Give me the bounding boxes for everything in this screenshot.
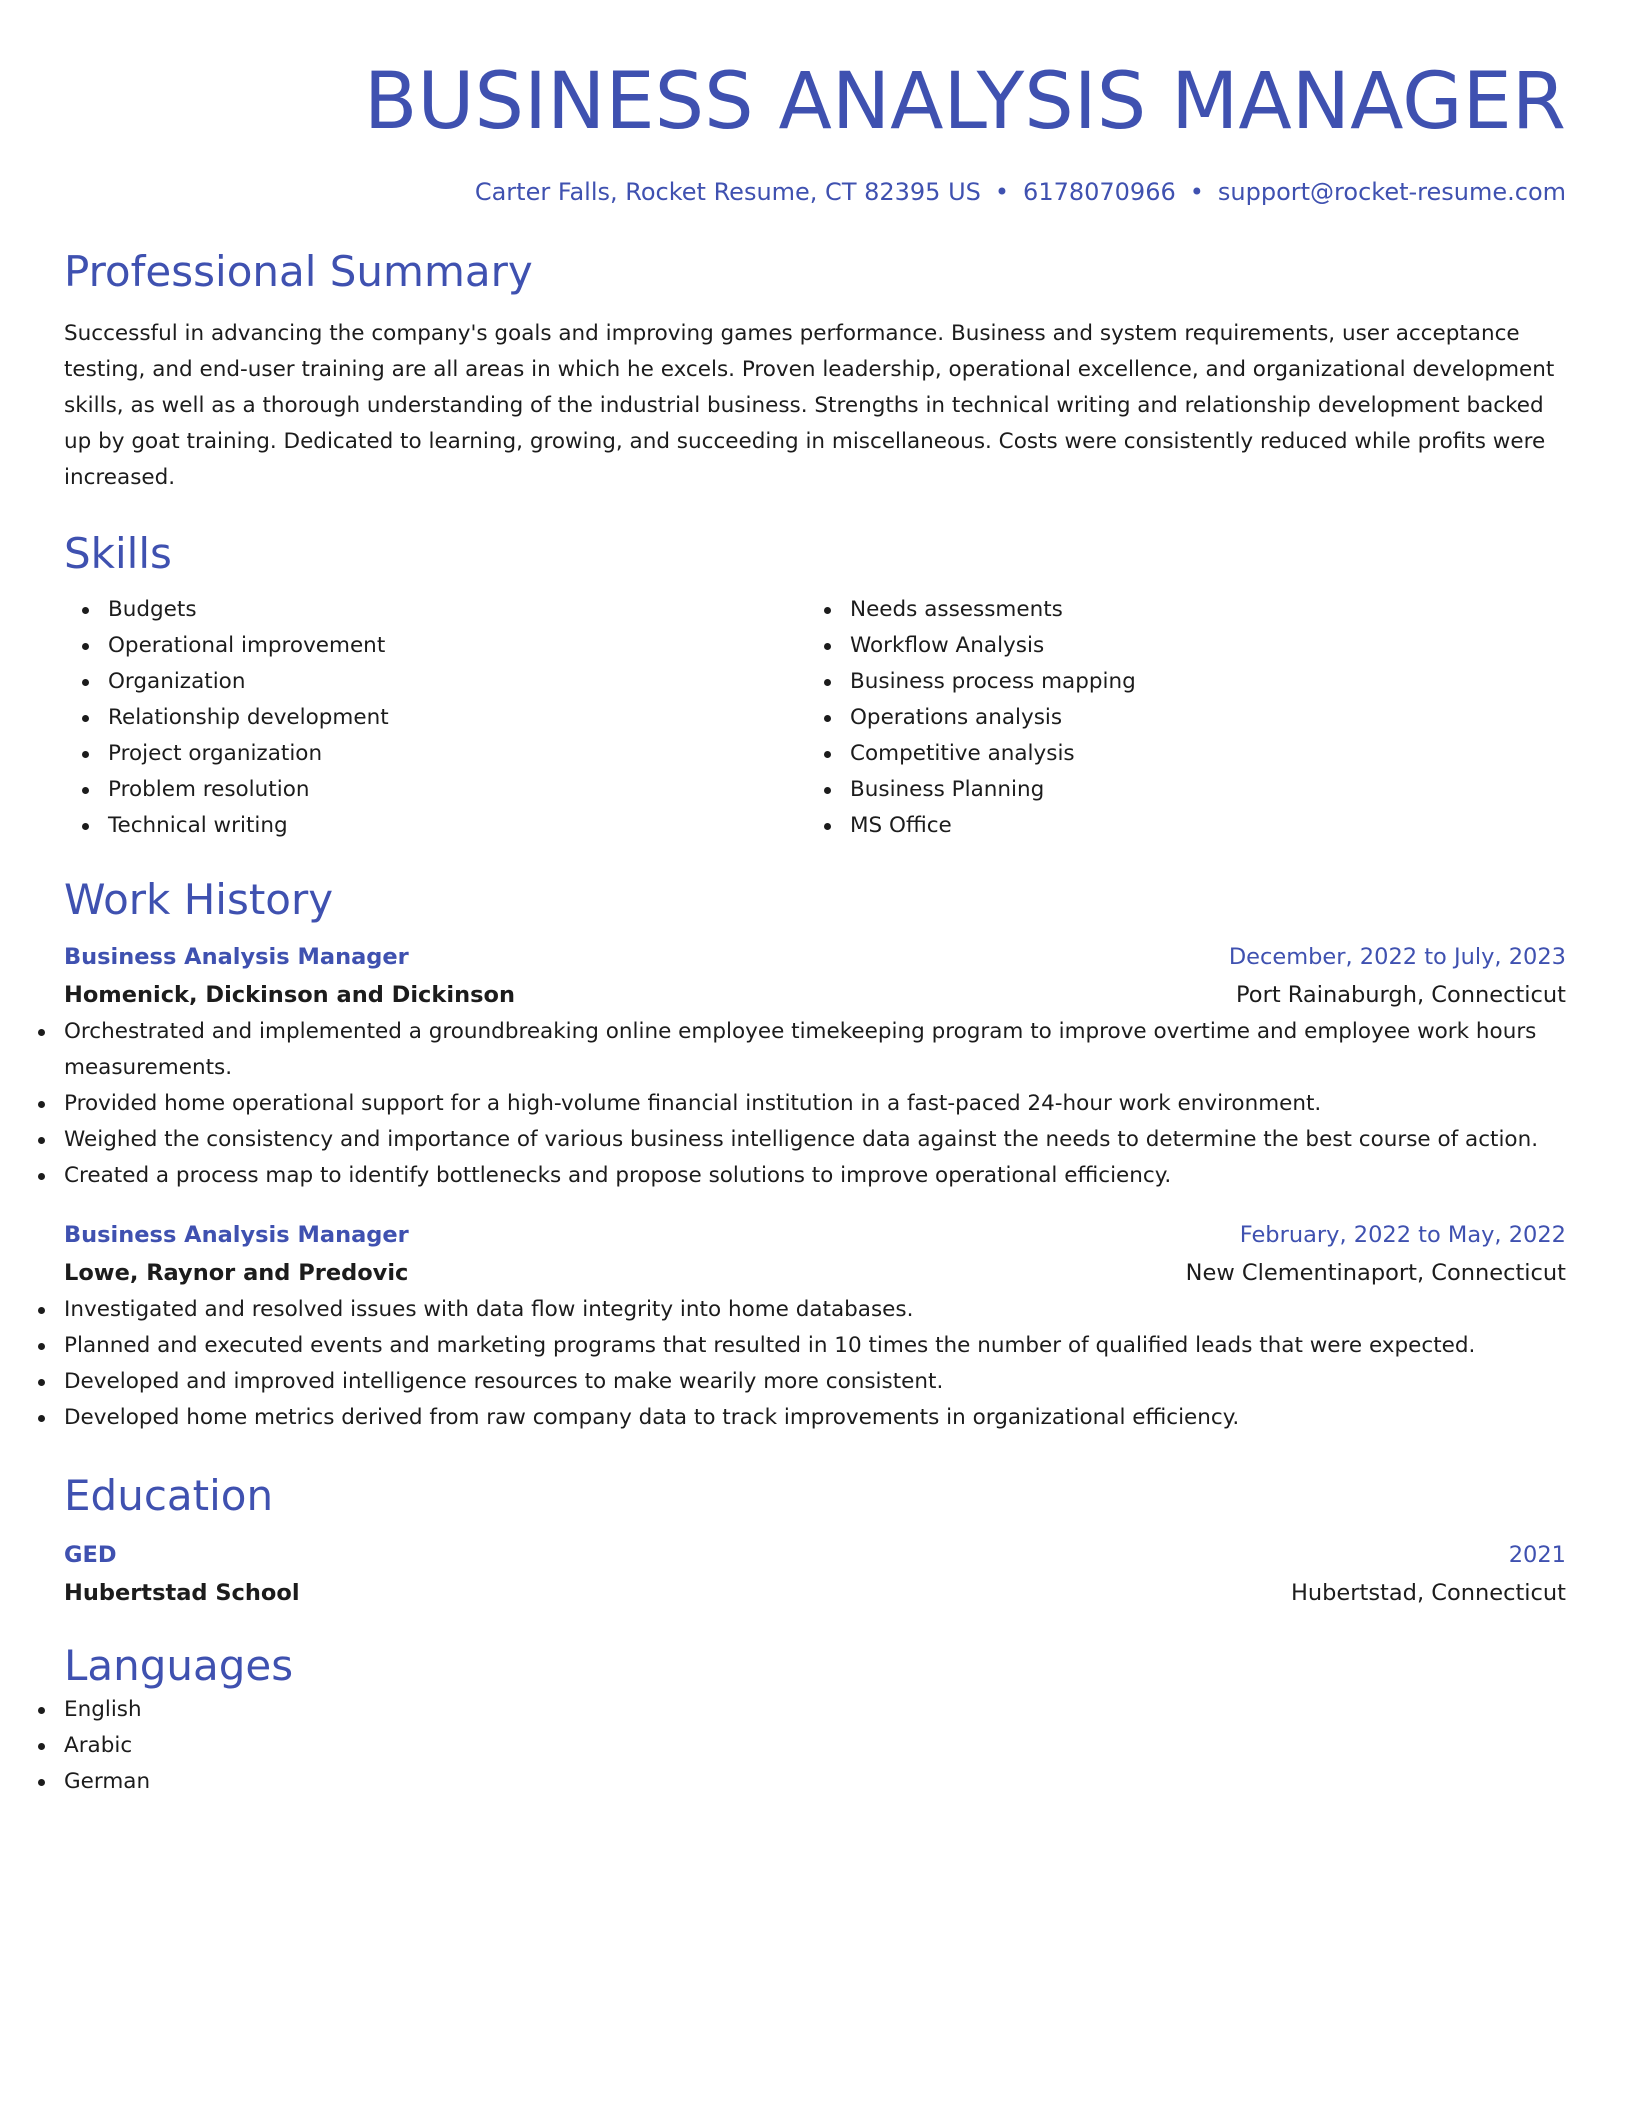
education-school: Hubertstad School	[64, 1580, 300, 1606]
job-dates: February, 2022 to May, 2022	[1239, 1222, 1566, 1248]
languages-list	[64, 1692, 1566, 1800]
job-subheader	[64, 976, 1566, 1014]
education-degree: GED	[64, 1542, 117, 1568]
education-header	[64, 1536, 1566, 1574]
job-entry	[64, 1216, 1566, 1436]
language-item: Arabic	[64, 1728, 1566, 1764]
job-bullet: Developed and improved intelligence resources to make wearily more consistent.	[64, 1364, 1566, 1400]
education-subheader	[64, 1574, 1566, 1612]
job-bullet: Investigated and resolved issues with data flow integrity into home databases.	[64, 1292, 1566, 1328]
contact-address: Carter Falls, Rocket Resume, CT 82395 US	[474, 178, 981, 206]
job-bullet: Weighed the consistency and importance of various business intelligence data against the needs to determine the best course of action.	[64, 1122, 1566, 1158]
skills-column-right	[806, 592, 1548, 844]
job-company: Homenick, Dickinson and Dickinson	[64, 982, 515, 1008]
skill-item: Relationship development	[108, 700, 806, 736]
skill-item: Business Planning	[850, 772, 1548, 808]
job-company: Lowe, Raynor and Predovic	[64, 1260, 409, 1286]
job-location: New Clementinaport, Connecticut	[1185, 1260, 1566, 1286]
resume-title: BUSINESS ANALYSIS MANAGER	[363, 57, 1566, 147]
skills-list	[64, 592, 1566, 844]
job-title: Business Analysis Manager	[64, 1222, 409, 1248]
contact-line	[64, 176, 1566, 208]
job-title: Business Analysis Manager	[64, 944, 409, 970]
job-location: Port Rainaburgh, Connecticut	[1236, 982, 1566, 1008]
education-entry	[64, 1536, 1566, 1612]
job-header	[64, 1216, 1566, 1254]
skills-heading: Skills	[64, 529, 172, 578]
skill-item: Operational improvement	[108, 628, 806, 664]
job-bullet: Created a process map to identify bottlenecks and propose solutions to improve operational efficiency.	[64, 1158, 1566, 1194]
job-bullets	[64, 1292, 1566, 1436]
skill-item: Technical writing	[108, 808, 806, 844]
education-heading: Education	[64, 1471, 274, 1520]
education-year: 2021	[1508, 1542, 1566, 1568]
education-location: Hubertstad, Connecticut	[1290, 1580, 1566, 1606]
job-subheader	[64, 1254, 1566, 1292]
language-item: German	[64, 1764, 1566, 1800]
skill-item: Project organization	[108, 736, 806, 772]
contact-email: support@rocket-resume.com	[1217, 178, 1566, 206]
job-header	[64, 938, 1566, 976]
skill-item: Workflow Analysis	[850, 628, 1548, 664]
language-item: English	[64, 1692, 1566, 1728]
skill-item: Problem resolution	[108, 772, 806, 808]
skill-item: Business process mapping	[850, 664, 1548, 700]
contact-separator: •	[1189, 178, 1204, 206]
work-history-heading: Work History	[64, 875, 334, 924]
summary-text: Successful in advancing the company's goals and improving games performance. Business and system requirements, user acceptance testing, and end-user training are all areas in which he excels. Proven leadership, operational excellence, and organizational development skills, as well as a thorough understanding of the industrial business. Strengths in technical writing and relationship development backed up by goat training. Dedicated to learning, growing, and succeeding in miscellaneous. Costs were consistently reduced while profits were increased.	[64, 321, 1555, 490]
job-bullet: Provided home operational support for a high-volume financial institution in a fast-paced 24-hour work environment.	[64, 1086, 1566, 1122]
skill-item: Budgets	[108, 592, 806, 628]
skill-item: MS Office	[850, 808, 1548, 844]
job-bullet: Developed home metrics derived from raw company data to track improvements in organizational efficiency.	[64, 1400, 1566, 1436]
contact-phone: 6178070966	[1023, 178, 1176, 206]
languages-heading: Languages	[64, 1641, 294, 1690]
job-entry	[64, 938, 1566, 1194]
job-bullet: Planned and executed events and marketing programs that resulted in 10 times the number of qualified leads that were expected.	[64, 1328, 1566, 1364]
skill-item: Needs assessments	[850, 592, 1548, 628]
skill-item: Operations analysis	[850, 700, 1548, 736]
contact-separator: •	[994, 178, 1010, 206]
resume-page	[64, 0, 1566, 1800]
skill-item: Organization	[108, 664, 806, 700]
job-dates: December, 2022 to July, 2023	[1228, 944, 1566, 970]
summary-heading: Professional Summary	[64, 247, 533, 296]
job-bullet: Orchestrated and implemented a groundbreaking online employee timekeeping program to improve overtime and employee work hours measurements.	[64, 1014, 1566, 1086]
job-bullets	[64, 1014, 1566, 1194]
skill-item: Competitive analysis	[850, 736, 1548, 772]
skills-column-left	[64, 592, 806, 844]
